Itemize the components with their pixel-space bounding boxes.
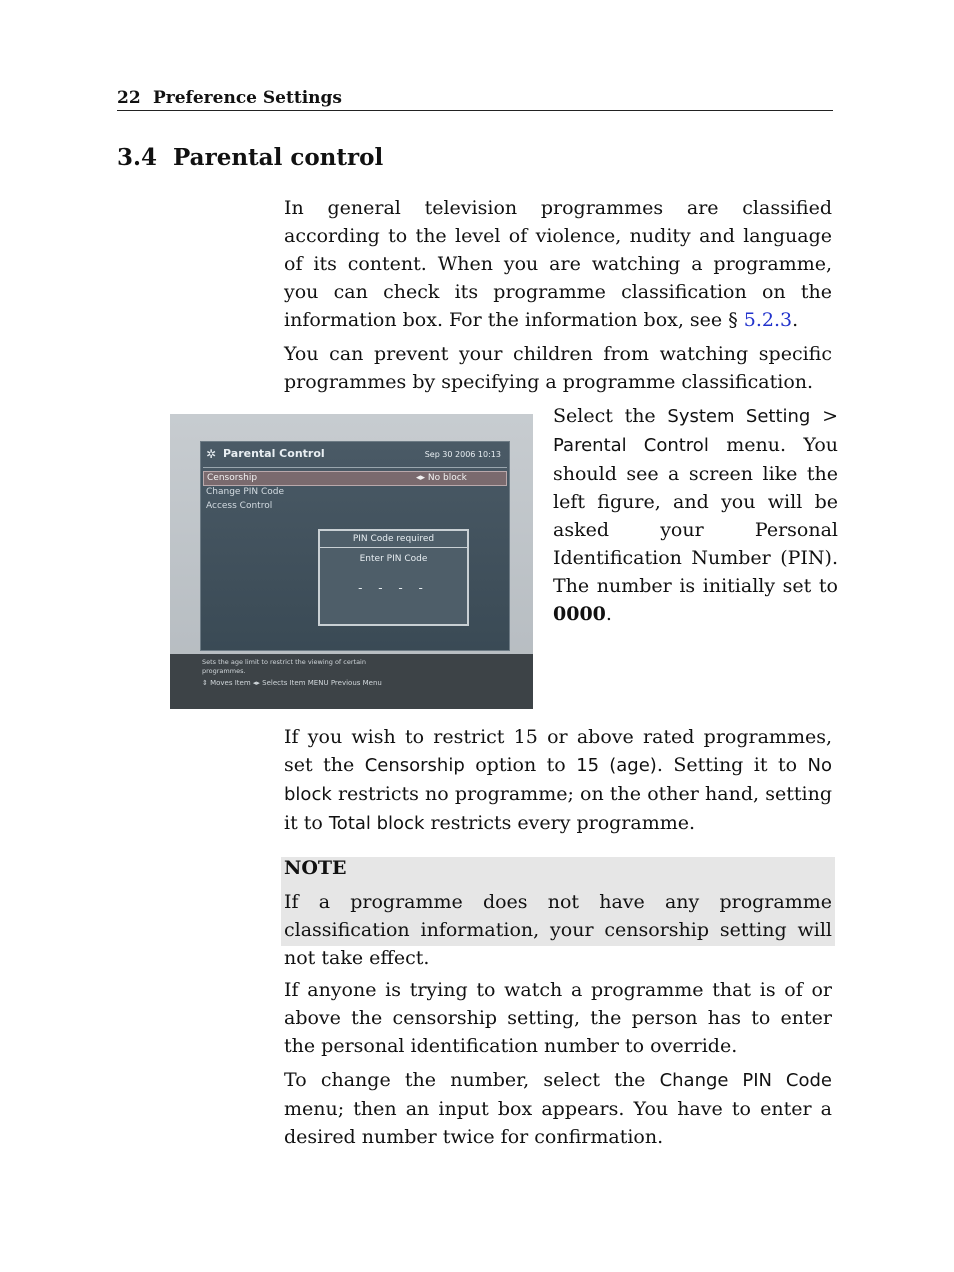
page-number: 22 [117, 88, 141, 108]
text: menu. You should see a screen like the left figure, and you will be asked your Personal Identification Number (PIN). The number is initially set to [553, 434, 838, 597]
paragraph-override: If anyone is trying to watch a programme that is of or above the censorship setting, the person has to enter the personal identification number to override. [284, 979, 832, 1057]
text: restricts every programme. [424, 812, 696, 834]
section-link[interactable]: 5.2.3 [743, 309, 793, 331]
note-box [281, 857, 835, 969]
separator: > [810, 405, 838, 427]
option-no-block: No block [284, 755, 832, 805]
paragraph-censorship [284, 723, 832, 838]
menu-system-setting: System Setting [667, 406, 811, 427]
text: Select the [553, 405, 668, 427]
note-heading: NOTE [284, 857, 347, 879]
tv-row-value-text: No block [427, 473, 467, 483]
gear-icon: ✲ [206, 447, 217, 461]
tv-row-label: Censorship [207, 473, 258, 483]
menu-parental-control: Parental Control [553, 435, 709, 456]
section-title: Parental control [173, 144, 384, 171]
note-body: If a programme does not have any programme classification information, your censorship setting will not take effect. [284, 891, 832, 969]
section-heading [117, 144, 383, 171]
pin-dialog-heading: PIN Code required [320, 531, 467, 548]
paragraph-change-pin [284, 1066, 832, 1151]
text: restricts no programme; on the other hand, setting it to [284, 783, 832, 834]
tv-key-legend: ⇕ Moves Item ◂▸ Selects Item MENU Previous Menu [202, 679, 382, 687]
pin-dialog-prompt: Enter PIN Code [359, 554, 428, 564]
paragraph-end: . [792, 309, 799, 331]
option-total-block: Total block [328, 813, 425, 834]
menu-change-pin-code: Change PIN Code [659, 1070, 832, 1091]
divider [203, 467, 507, 468]
option-censorship: Censorship [364, 755, 465, 776]
tv-menu-title: Parental Control [223, 447, 325, 460]
paragraph-text: In general television programmes are classified according to the level of violence, nudity and language of its content. When you are watching a programme, you can check its programme classification on the information box. For the information box, see § [284, 197, 832, 331]
tv-row-censorship [203, 471, 507, 486]
tv-menu-window [200, 441, 510, 651]
section-number: 3.4 [117, 144, 158, 171]
tv-date: Sep 30 2006 10:13 [424, 450, 501, 459]
text: To change the number, select the [284, 1069, 660, 1091]
running-title: Preference Settings [153, 88, 342, 108]
text: . [605, 603, 612, 625]
text: menu; then an input box appears. You have to enter a desired number twice for confirmation. [284, 1098, 832, 1148]
tv-row-value: ◂▸ No block [416, 473, 467, 483]
tv-help-bar [170, 654, 533, 709]
default-pin: 0000 [553, 603, 606, 625]
pin-digits: - - - - [358, 581, 429, 595]
tv-row-change-pin: Change PIN Code [206, 487, 285, 497]
parental-control-screenshot [170, 414, 533, 709]
tv-hint: Sets the age limit to restrict the viewing of certain programmes. [202, 658, 366, 675]
tv-row-access-control: Access Control [206, 501, 273, 511]
paragraph-intro [284, 194, 832, 334]
text: . Setting it to [656, 754, 808, 776]
pin-dialog [318, 529, 469, 626]
running-header [117, 86, 833, 111]
text: If you wish to restrict 15 or above rated programmes, set the [284, 726, 832, 776]
option-15-age: 15 (age) [576, 755, 657, 776]
paragraph-prevent: You can prevent your children from watching specific programmes by specifying a programme classification. [284, 343, 832, 393]
paragraph-select-menu [553, 402, 838, 628]
text: option to [464, 754, 577, 776]
